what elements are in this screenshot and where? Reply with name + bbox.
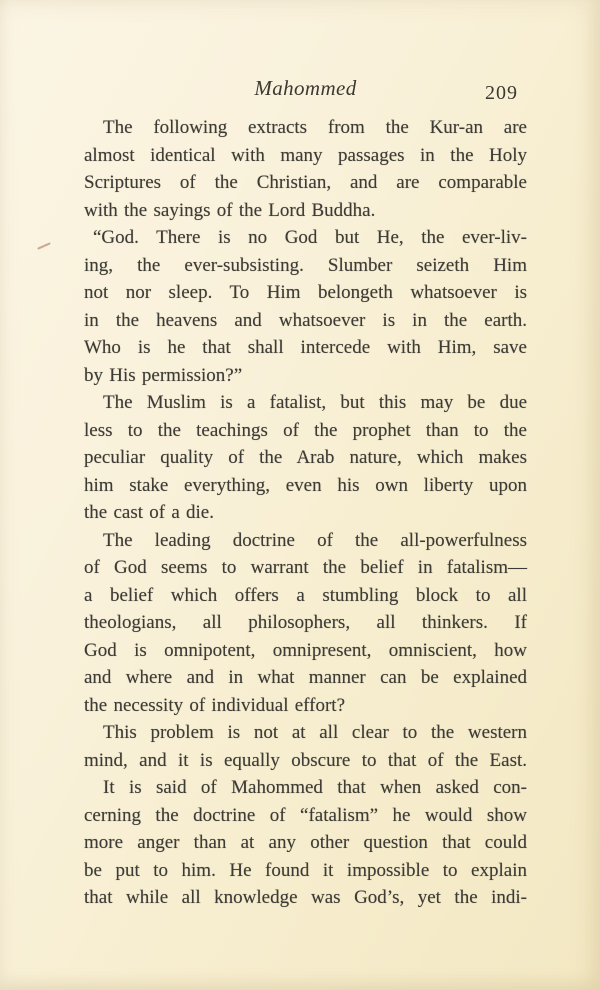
text-line: the necessity of individual effort? bbox=[84, 694, 346, 716]
text-line: Scriptures of the Christian, and are comparable bbox=[84, 172, 527, 193]
text-line: more anger than at any other question that could bbox=[84, 832, 527, 853]
text-line: The Muslim is a fatalist, but this may be due bbox=[103, 392, 527, 413]
paragraph bbox=[84, 389, 527, 527]
text-line: Who is he that shall intercede with Him, save bbox=[84, 337, 527, 358]
text-line: by His permission?” bbox=[84, 364, 243, 386]
text-line: It is said of Mahommed that when asked con- bbox=[103, 777, 527, 798]
text-line: him stake everything, even his own liberty upon bbox=[84, 474, 527, 496]
text-line: peculiar quality of the Arab nature, which makes bbox=[84, 447, 527, 468]
text-line: that while all knowledge was God’s, yet the indi- bbox=[84, 887, 527, 908]
text-line: ing, the ever-subsisting. Slumber seizeth Him bbox=[84, 254, 527, 276]
paragraph bbox=[84, 719, 527, 774]
text-line: cerning the doctrine of “fatalism” he would show bbox=[84, 804, 527, 826]
text-line: and where and in what manner can be explained bbox=[84, 667, 527, 688]
text-line: The following extracts from the Kur-an are bbox=[103, 117, 527, 138]
text-line: almost identical with many passages in the Holy bbox=[84, 144, 527, 166]
paragraph bbox=[84, 774, 527, 912]
text-line: “God. There is no God but He, the ever-liv- bbox=[93, 227, 527, 248]
text-line: not nor sleep. To Him belongeth whatsoever is bbox=[84, 282, 527, 303]
text-line: This problem is not at all clear to the western bbox=[103, 722, 527, 743]
text-line: God is omnipotent, omnipresent, omniscient, how bbox=[84, 639, 527, 661]
text-line: less to the teachings of the prophet than to the bbox=[84, 419, 527, 441]
text-line: theologians, all philosophers, all thinkers. If bbox=[84, 612, 527, 633]
text-line: be put to him. He found it impossible to explain bbox=[84, 859, 527, 881]
text-line: a belief which offers a stumbling block to all bbox=[84, 584, 527, 606]
paragraph bbox=[84, 224, 527, 389]
text-block bbox=[84, 114, 527, 912]
paragraph bbox=[84, 527, 527, 720]
text-line: of God seems to warrant the belief in fatalism— bbox=[84, 557, 527, 578]
text-line: mind, and it is equally obscure to that of the East. bbox=[84, 749, 527, 771]
text-line: with the sayings of the Lord Buddha. bbox=[84, 199, 376, 221]
text-line: The leading doctrine of the all-powerfulness bbox=[103, 529, 527, 551]
text-line: in the heavens and whatsoever is in the earth. bbox=[84, 309, 527, 331]
pen-mark bbox=[37, 242, 51, 250]
page-number: 209 bbox=[485, 82, 518, 104]
paragraph bbox=[84, 114, 527, 224]
text-line: the cast of a die. bbox=[84, 502, 214, 523]
running-head-title: Mahommed bbox=[254, 76, 357, 100]
